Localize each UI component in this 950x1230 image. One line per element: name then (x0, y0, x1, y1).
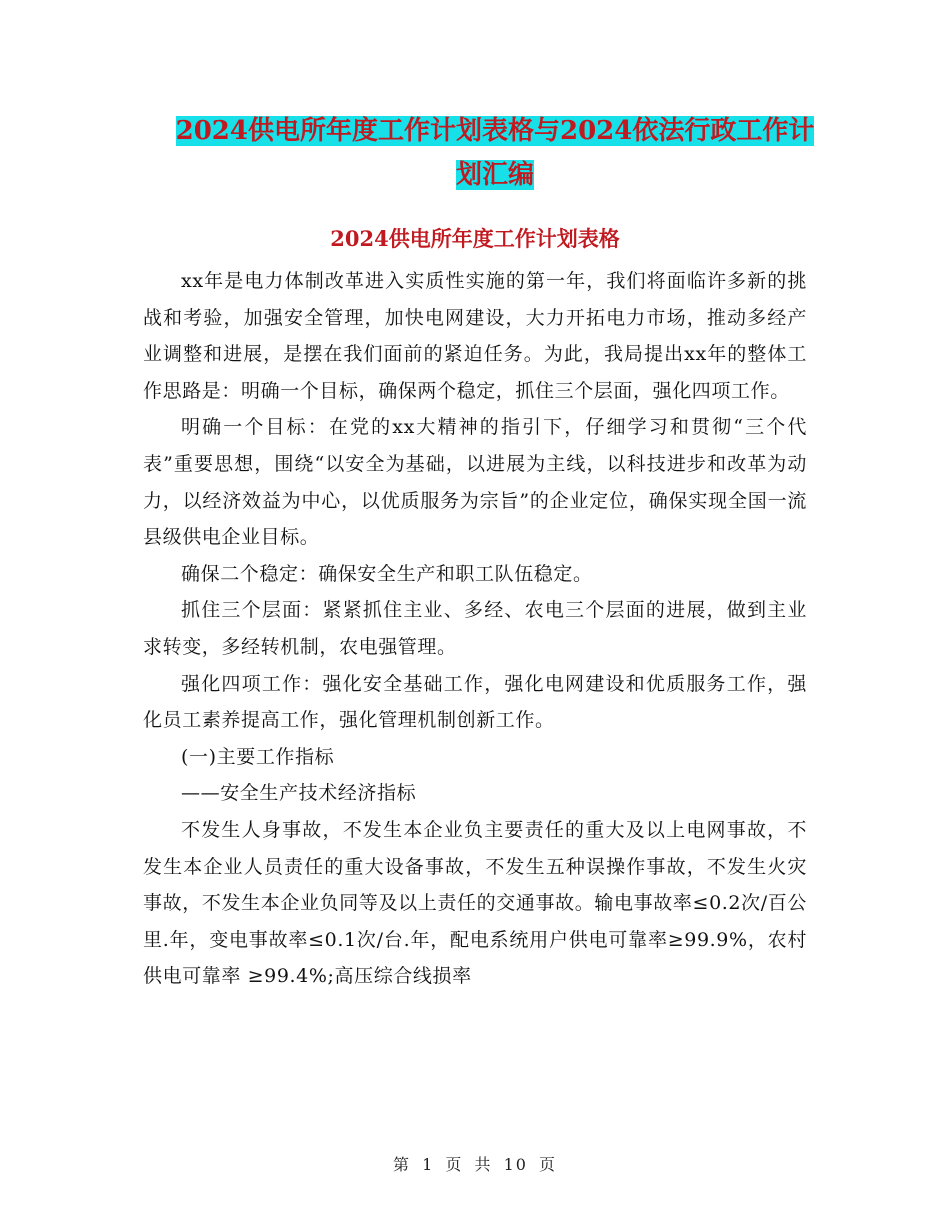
subheading-main-indicators: (一)主要工作指标 (181, 745, 335, 768)
page-footer (0, 1152, 950, 1175)
paragraph-one-goal: 明确一个目标：在党的xx大精神的指引下，仔细学习和贯彻“三个代表”重要思想，围绕“以安全为基础，以进展为主线，以科技进步和改革为动力，以经济效益为中心，以优质服务为宗旨”的企业定位，确保实现全国一流县级供电企业目标。 (143, 416, 807, 549)
paragraph-intro: xx年是电力体制改革进入实质性实施的第一年，我们将面临许多新的挑战和考验，加强安全管理，加快电网建设，大力开拓电力市场，推动多经产业调整和进展，是摆在我们面前的紧迫任务。为此，我局提出xx年的整体工作思路是：明确一个目标，确保两个稳定，抓住三个层面，强化四项工作。 (143, 270, 807, 402)
paragraph-three-levels: 抓住三个层面：紧紧抓住主业、多经、农电三个层面的进展，做到主业求转变，多经转机制，农电强管理。 (143, 599, 807, 658)
title-highlight: 划汇编 (455, 160, 534, 190)
title-highlight: 2024供电所年度工作计划表格与2024依法行政工作计 (175, 116, 815, 146)
footer-total-label: 共 (474, 1155, 493, 1174)
document-title-line-2 (140, 153, 850, 197)
footer-total-unit: 页 (539, 1155, 558, 1174)
section-title: 2024供电所年度工作计划表格 (330, 226, 620, 251)
footer-page-unit: 页 (445, 1155, 464, 1174)
document-body (143, 263, 807, 995)
paragraph-four-tasks: 强化四项工作：强化安全基础工作，强化电网建设和优质服务工作，强化员工素养提高工作，强化管理机制创新工作。 (143, 672, 807, 732)
footer-page-current: 1 (422, 1155, 435, 1174)
footer-page-total: 10 (503, 1155, 528, 1174)
subheading-safety-indicators: ——安全生产技术经济指标 (181, 782, 417, 805)
paragraph-two-stability: 确保二个稳定：确保安全生产和职工队伍稳定。 (181, 562, 593, 585)
paragraph-safety-targets: 不发生人身事故，不发生本企业负主要责任的重大及以上电网事故，不发生本企业人员责任的重大设备事故，不发生五种误操作事故，不发生火灾事故，不发生本企业负同等及以上责任的交通事故。输电事故率≤0.2次/百公里.年，变电事故率≤0.1次/台.年，配电系统用户供电可靠率≥99.9%，农村供电可靠率 ≥99.4%;高压综合线损率 (143, 818, 807, 988)
footer-page-label: 第 (392, 1155, 411, 1174)
document-title-line-1 (140, 109, 850, 153)
